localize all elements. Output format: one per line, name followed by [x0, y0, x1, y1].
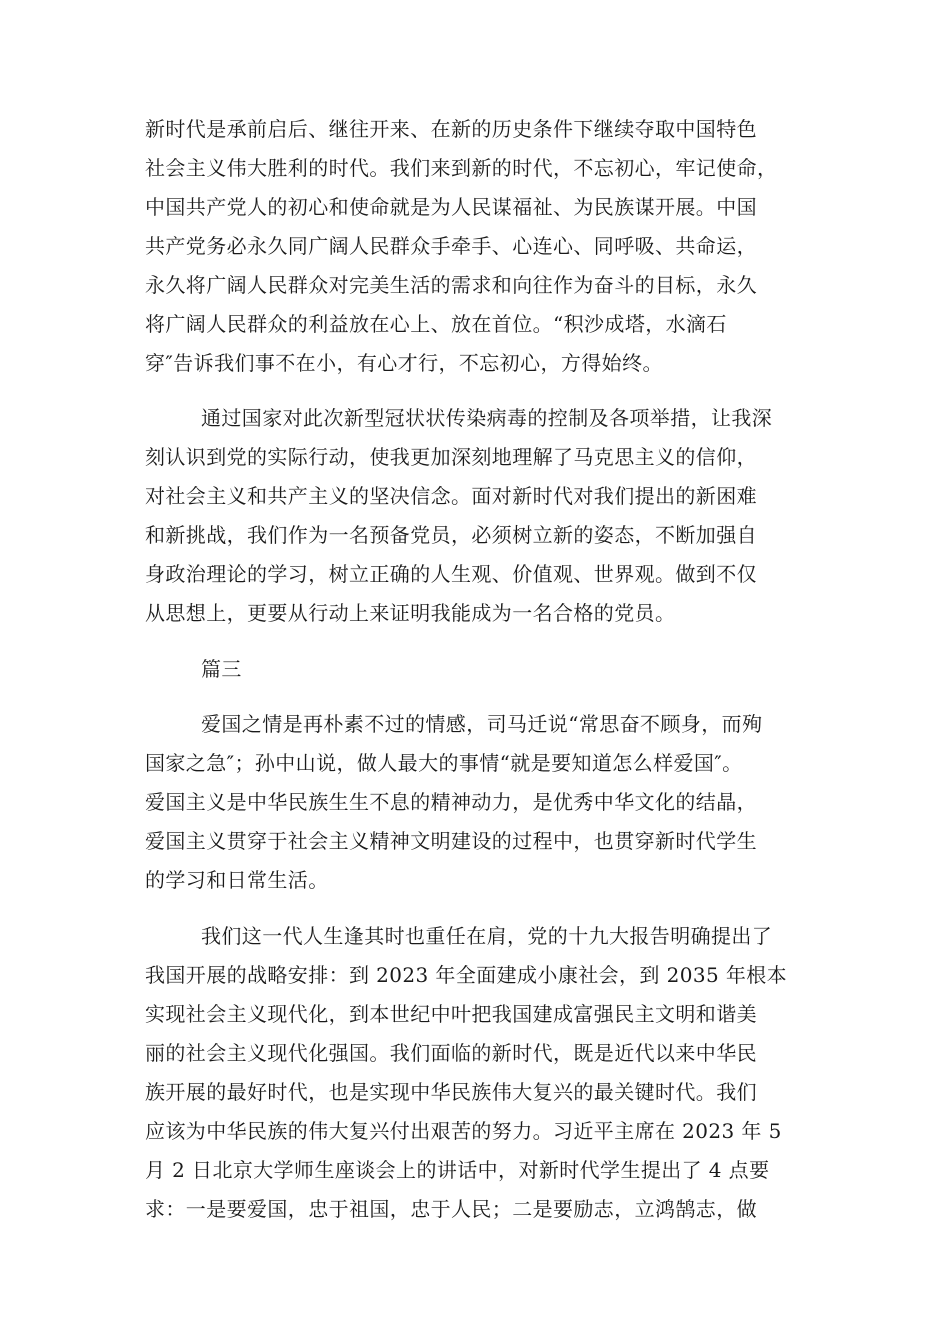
paragraph-1-line-1: 新时代是承前启后、继往开来、在新的历史条件下继续夺取中国特色	[145, 117, 757, 141]
paragraph-3-line-2: 国家之急″；孙中山说，做人最大的事情“就是要知道怎么样爱国″。	[145, 751, 743, 775]
paragraph-2-line-5: 身政治理论的学习，树立正确的人生观、价值观、世界观。做到不仅	[145, 562, 757, 586]
paragraph-1-line-2: 社会主义伟大胜利的时代。我们来到新的时代，不忘初心，牢记使命，	[145, 156, 778, 180]
paragraph-3-line-5: 的学习和日常生活。	[145, 868, 329, 892]
paragraph-4-line-3: 实现社会主义现代化，到本世纪中叶把我国建成富强民主文明和谐美	[145, 1002, 757, 1026]
paragraph-4-line-4: 丽的社会主义现代化强国。我们面临的新时代，既是近代以来中华民	[145, 1041, 757, 1065]
paragraph-2-line-4: 和新挑战，我们作为一名预备党员，必须树立新的姿态，不断加强自	[145, 523, 757, 547]
section-heading-part-three: 篇三	[201, 657, 242, 681]
paragraph-4-line-2: 我国开展的战略安排：到 2023 年全面建成小康社会，到 2035 年根本	[145, 963, 788, 987]
paragraph-1-line-4: 共产党务必永久同广阔人民群众手牵手、心连心、同呼吸、共命运，	[145, 234, 757, 258]
paragraph-4-line-5: 族开展的最好时代，也是实现中华民族伟大复兴的最关键时代。我们	[145, 1080, 757, 1104]
paragraph-2-line-1: 通过国家对此次新型冠状状传染病毒的控制及各项举措，让我深	[201, 406, 773, 430]
paragraph-4-line-1: 我们这一代人生逢其时也重任在肩，党的十九大报告明确提出了	[201, 924, 773, 948]
paragraph-3-line-3: 爱国主义是中华民族生生不息的精神动力，是优秀中华文化的结晶，	[145, 790, 757, 814]
paragraph-4-line-6: 应该为中华民族的伟大复兴付出艰苦的努力。习近平主席在 2023 年 5	[145, 1119, 782, 1143]
paragraph-1-line-7: 穿″告诉我们事不在小，有心才行，不忘初心，方得始终。	[145, 351, 663, 375]
paragraph-1-line-3: 中国共产党人的初心和使命就是为人民谋福祉、为民族谋开展。中国	[145, 195, 757, 219]
paragraph-2-line-6: 从思想上，更要从行动上来证明我能成为一名合格的党员。	[145, 601, 676, 625]
paragraph-1-line-6: 将广阔人民群众的利益放在心上、放在首位。“积沙成塔，水滴石	[145, 312, 727, 336]
paragraph-3-line-1: 爱国之情是再朴素不过的情感，司马迁说“常思奋不顾身，而殉	[201, 712, 763, 736]
paragraph-2-line-2: 刻认识到党的实际行动，使我更加深刻地理解了马克思主义的信仰，	[145, 445, 757, 469]
paragraph-4-line-7: 月 2 日北京大学师生座谈会上的讲话中，对新时代学生提出了 4 点要	[145, 1158, 770, 1182]
paragraph-2-line-3: 对社会主义和共产主义的坚决信念。面对新时代对我们提出的新困难	[145, 484, 757, 508]
paragraph-1-line-5: 永久将广阔人民群众对完美生活的需求和向往作为奋斗的目标，永久	[145, 273, 757, 297]
paragraph-3-line-4: 爱国主义贯穿于社会主义精神文明建设的过程中，也贯穿新时代学生	[145, 829, 757, 853]
paragraph-4-line-8: 求：一是要爱国，忠于祖国，忠于人民；二是要励志，立鸿鹄志，做	[145, 1197, 757, 1221]
